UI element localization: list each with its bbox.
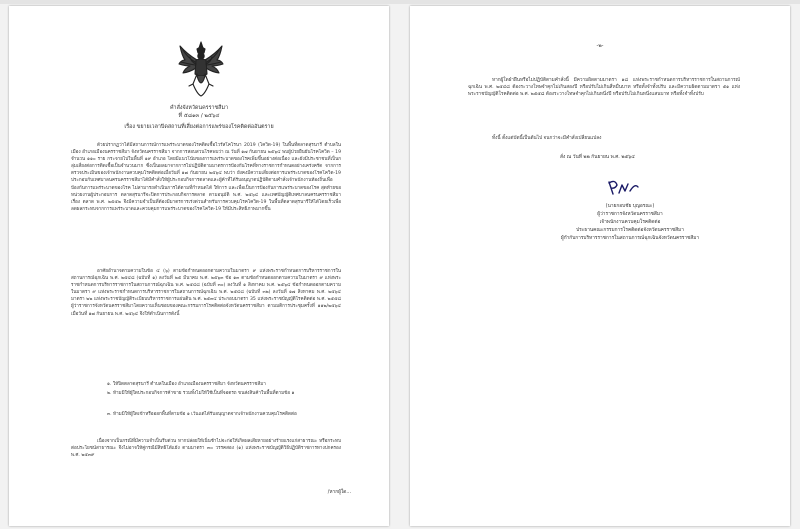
signer-title: ผู้ว่าราชการจังหวัดนครราชสีมา (597, 212, 663, 217)
garuda-emblem-icon (177, 40, 225, 98)
viewer-toolbar (0, 0, 800, 4)
paragraph-urgency: เนื่องจากเป็นกรณีที่มีความจำเป็นรีบด่วน หากปล่อยให้เนิ่นช้าไปจะก่อให้เกิดผลเสียหายอย่างร้ายแรงแก่สาธารณะ หรือกระทบต่อประโยชน์สาธารณะ จึงไม่อาจให้คู่กรณีมีสิทธิโต้แย้ง ตามมาตรา ๓๐ วรรคสอง (๑) แห่งพระราชบัญญัติวิธีปฏิบัติราชการทางปกครอง พ.ศ. ๒๕๓๙ (71, 439, 341, 459)
list-item: ๒. ห้ามมิให้ผู้ใดประกอบกิจการค้าขาย รวมทั้งไม่ให้ใช้เป็นที่จอดรถ ขนส่งสินค้าในพื้นที่ตามข้อ ๑ (107, 391, 295, 396)
order-subject: เรื่อง ขยายเวลาปิดสถานที่เสี่ยงต่อการแพร่ของโรคติดต่ออันตราย (124, 124, 274, 130)
order-date: สั่ง ณ วันที่ ๒๒ กันยายน พ.ศ. ๒๕๖๔ (560, 155, 635, 160)
document-page-1 (9, 6, 389, 526)
list-item: ๑. ให้ปิดตลาดสุรนารี ตำบลในเมือง อำเภอเมืองนครราชสีมา จังหวัดนครราชสีมา (107, 382, 266, 387)
paragraph-authority: อาศัยอำนาจตามความในข้อ ๔ (๖) ตามข้อกำหนดออกตามความในมาตรา ๙ แห่งพระราชกำหนดการบริหารราชการในสถานการณ์ฉุกเฉิน พ.ศ. ๒๕๔๘ (ฉบับที่ ๑) ลงวันที่ ๒๕ มีนาคม พ.ศ. ๒๕๖๓ ข้อ ๑๓ ตามข้อกำหนดออกตามความในมาตรา ๙ แห่งพระราชกำหนดการบริหารราชการในสถานการณ์ฉุกเฉิน พ.ศ. ๒๕๔๘ (ฉบับที่ ๓๐) ลงวันที่ ๑ สิงหาคม พ.ศ. ๒๕๖๔ ข้อกำหนดออกตามความในมาตรา ๙ แห่งพระราชกำหนดการบริหารราชการในสถานการณ์ฉุกเฉิน พ.ศ. ๒๕๔๘ (ฉบับที่ ๓๒) ลงวันที่ ๑๗ สิงหาคม พ.ศ. ๒๕๖๔ มาตรา ๒๒ แห่งพระราชบัญญัติระเบียบบริหารราชการแผ่นดิน พ.ศ. ๒๕๓๔ ประกอบมาตรา 35 แห่งพระราชบัญญัติโรคติดต่อ พ.ศ. ๒๕๕๘ ผู้ว่าราชการจังหวัดนครราชสีมาโดยความเห็นชอบของคณะกรรมการโรคติดต่อจังหวัดนครราชสีมา ตามมติการประชุมครั้งที่ ๑๑๒/๒๕๖๔ เมื่อวันที่ ๑๗ กันยายน พ.ศ. ๒๕๖๔ จึงให้ดำเนินการดังนี้ (71, 269, 341, 317)
signer-title: เจ้าพนักงานควบคุมโรคติดต่อ (599, 220, 661, 225)
paragraph-background: ด้วยปรากฏว่าได้มีสถานการณ์การแพร่ระบาดของโรคติดเชื้อไวรัสโคโรนา 2019 (โควิด-19) ในพื้นที่ตลาดสุรนารี ตำบลในเมือง อำเภอเมืองนครราชสีมา จังหวัดนครราชสีมา จากการสอบสวนโรคพบว่า ณ วันที่ ๑๗ กันยายน ๒๕๖๔ พบผู้ป่วยยืนยันโรคโควิด – 19 จำนวน ๑๑๐ ราย กระจายไปในพื้นที่ ๑๙ อำเภอ โดยมีแนวโน้มของการแพร่ระบาดของโรคเพิ่มขึ้นอย่างต่อเนื่อง และยังมีประชาชนที่เป็นกลุ่มเสี่ยงต่อการติดเชื้อเป็นจำนวนมาก ซึ่งเป็นผลมาจากการไม่ปฏิบัติตามมาตรการป้องกันโรคที่ทางราชการกำหนดอย่างเคร่งครัด จากการตรวจประเมินของเจ้าพนักงานควบคุมโรคติดต่อเมื่อวันที่ ๑๗ กันยายน ๒๕๖๔ พบว่า ยังคงมีความเสี่ยงต่อการแพร่ระบาดของโรคโควิด-19 ประกอบกับเทศบาลนครนครราชสีมาได้มีคำสั่งให้ผู้ประกอบกิจการตลาดและผู้ค้าที่ได้รับอนุญาตปฏิบัติตามคำสั่งเจ้าพนักงานท้องถิ่นเพื่อป้องกันการแพร่ระบาดของโรค ไม่สามารถดำเนินการได้ตามที่กำหนดได้ ให้การ และเพื่อเป็นการป้องกันการแพร่ระบาดของโรค สุดท้ายขอหน่วยงานผู้ประกอบการ ตลาดสุรนารีจะปิดการประกอบกิจการตลาด ตามอนุมัติ พ.ศ. ๒๕๖๔ และเทศบัญญัติเทศบาลนครนครราชสีมา เรื่อง ตลาด พ.ศ. ๒๕๕๒ จึงมีความจำเป็นที่ต้องมีมาตรการเร่งด่วนสำหรับการควบคุมโรคโควิด-19 ในพื้นที่ตลาดสุรนารีให้ได้โดยเร็วเพื่อลดผลกระทบจากการแพร่ระบาดและควบคุมการแพร่ระบาดของโรคโควิด-19 ให้มีประสิทธิภาพมากขึ้น (71, 143, 341, 212)
page-continuation: /หากผู้ใด... (327, 490, 351, 495)
paragraph-penalty: หากผู้ใดฝ่าฝืนหรือไม่ปฏิบัติตามคำสั่งนี้ มีความผิดตามมาตรา ๑๘ แห่งพระราชกำหนดการบริหารราชการในสถานการณ์ฉุกเฉิน พ.ศ. ๒๕๔๘ ต้องระวางโทษจำคุกไม่เกินสองปี หรือปรับไม่เกินสี่หมื่นบาท หรือทั้งจำทั้งปรับ และมีความผิดตามมาตรา ๕๑ แห่งพระราชบัญญัติโรคติดต่อ พ.ศ. ๒๕๕๘ ต้องระวางโทษจำคุกไม่เกินหนึ่งปี หรือปรับไม่เกินหนึ่งแสนบาท หรือทั้งจำทั้งปรับ (468, 78, 740, 98)
signer-title: ประธานคณะกรรมการโรคติดต่อจังหวัดนครราชสีมา (576, 228, 684, 233)
document-page-2 (410, 6, 790, 526)
list-item: ๓. ห้ามมิให้ผู้ใดเข้าหรือออกพื้นที่ตามข้อ ๑ เว้นแต่ได้รับอนุญาตจากเจ้าพนักงานควบคุมโรคติดต่อ (107, 412, 297, 417)
paragraph-effective: ทั้งนี้ ตั้งแต่บัดนี้เป็นต้นไป จนกว่าจะมีคำสั่งเปลี่ยนแปลง (492, 136, 602, 141)
page-number: -๒- (596, 43, 604, 49)
signature-icon (605, 177, 641, 197)
signer-title: ผู้กำกับการบริหารราชการในสถานการณ์ฉุกเฉินจังหวัดนครราชสีมา (560, 236, 700, 241)
signer-name: (นายกอบชัย บุญอรณะ) (605, 204, 655, 209)
order-number: ที่ ๕๘๑๓ / ๒๕๖๔ (178, 113, 220, 119)
order-title: คำสั่งจังหวัดนครราชสีมา (169, 105, 229, 111)
